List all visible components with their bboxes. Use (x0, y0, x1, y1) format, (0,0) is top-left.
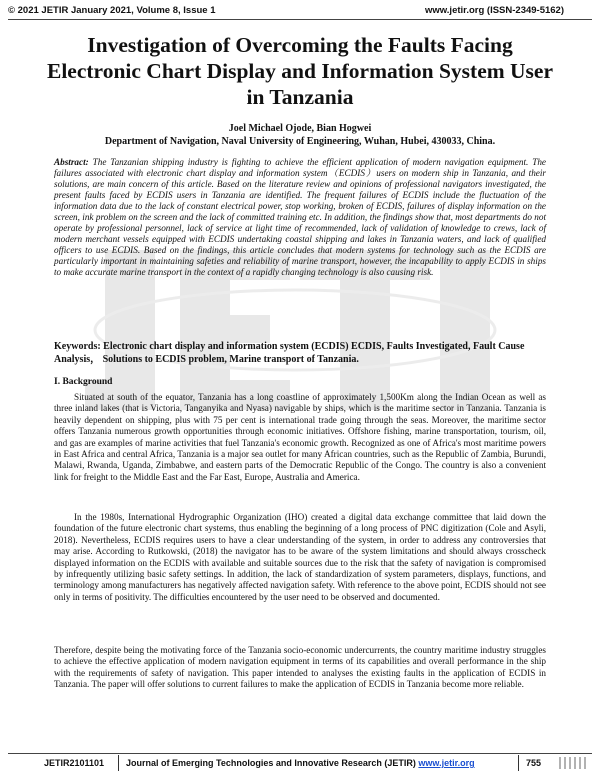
footer-separator (518, 755, 519, 771)
keywords: Keywords: Electronic chart display and information system (ECDIS) ECDIS, Faults Investigated, Fault Cause Analysis， Solutions to ECDIS problem, Marine transport of Tanzania. (54, 341, 525, 365)
abstract (54, 157, 546, 278)
body-paragraph: In the 1980s, International Hydrographic Organization (IHO) created a digital data exchange committee that laid down the foundation of the future electronic chart systems, thus enabling the beginning of a long process of PNC digitization (Cole and Asyli, 2018). Nevertheless, ECDIS requires users to have a clear understanding of the system, in order to address any controversies that may arise. According to Rutkowski, (2018) the navigator has to be aware of the system limitations and should always crosscheck displayed information on the ECDIS with available and suitable sources due to the risk that the safety of navigation is compromised by infrequently utilizing basic safety settings. In addition, the lack of standardization of system parameters, displays, functions, and terminology among manufacturers has negatively affected navigation safety. With reference to the above point, ECDIS should not see only in terms of positivity. The difficulties encountered by the user need to be observed and documented. (54, 512, 546, 602)
paper-affiliation: Department of Navigation, Naval University of Engineering, Wuhan, Hubei, 430033, China. (104, 136, 496, 147)
paper-title: Investigation of Overcoming the Faults Facing Electronic Chart Display and Information System User in Tanzania (46, 33, 554, 109)
footer-page-number: 755 (526, 758, 542, 768)
paper-authors: Joel Michael Ojode, Bian Hogwei (228, 123, 372, 134)
page-header (0, 0, 600, 22)
header-website: www.jetir.org (ISSN-2349-5162) (424, 5, 564, 16)
footer-journal-name: Journal of Emerging Technologies and Innovative Research (JETIR) (126, 758, 416, 768)
footer-paper-id: JETIR2101101 (44, 758, 105, 768)
footer-journal (126, 758, 475, 768)
footer-website-link[interactable]: www.jetir.org (418, 758, 475, 768)
abstract-text: The Tanzanian shipping industry is fighting to achieve the efficient application of modern navigation equipment. The failures associated with electronic chart display and information system（ECDIS）users on modern ship in Tanzania, and their solutions, are main concern of this article. Based on the literature review and opinions of professional navigators investigated, the present faults faced by ECDIS users in Tanzania are identified. The frequent failures of ECDIS include the fluctuation of the information data due to the lack of constant electrical power, stop working, broken of ECDIS, failures of display information on the screen, ink problem on the screen and the lack of committed training etc. In addition, the findings show that, most departments do not operate by professional personnel, lack of service at light time of recommended, lack of validation of knowledge to crews, lack of modern merchant vessels equipped with ECDIS undertaking coastal shipping and lakes in Tanzania waters, and lack of qualified officers to use ECDIS. Based on the findings, this article concludes that modern systems for technology such as the ECDIS are particularly important in maintaining safeties and reliability of marine transport, however, the incapability to apply ECDIS in ships to make accurate marine transport in the context of a rapidly changing technology is also causing risk. (54, 157, 546, 277)
page-footer (8, 755, 592, 773)
header-divider (8, 19, 592, 20)
footer-separator (118, 755, 119, 771)
section-heading-background: I. Background (54, 377, 113, 387)
abstract-label: Abstract: (54, 157, 89, 167)
body-paragraph: Situated at south of the equator, Tanzania has a long coastline of approximately 1,500Km along the Indian Ocean as well as three inland lakes (that is Victoria, Tanganyika and Nyasa) navigable by ships, which is the maritime sector in Tanzania. Tanzania is heavily dependent on shipping, plus with 75 per cent is international trade going through the seas. Moreover, the maritime sector offers Tanzania numerous growth opportunities through economic initiatives. Offshore fishing, marine transportation, tourism, oil, and gas are examples of marine activities that fuel Tanzania's economic growth. Recognized as one of Africa's most maritime powers in East Africa and central Africa, Tanzania is a major sea outlet for many African countries, such as the Republic of Zambia, Burundi, Malawi, Rwanda, Uganda, Zimbabwe, and eastern parts of the Democratic Republic of the Congo. The country is also a convenient link for freight to the Middle East and the Far East, Europe, Australia and America. (54, 392, 546, 482)
footer-divider (8, 753, 592, 754)
header-journal-info: © 2021 JETIR January 2021, Volume 8, Issue 1 (8, 5, 216, 16)
body-paragraph: Therefore, despite being the motivating force of the Tanzania socio-economic undercurrents, the country maritime industry struggles to achieve the effective application of modern navigation equipment in terms of its capabilities and overall performance in the ship with the requirements of safety of navigation. This paper intended to analyses the existing faults in the application of ECDIS in Tanzania. The paper will offer solutions to current failures to make the application of ECDIS in Tanzania become more reliable. (54, 645, 546, 690)
footer-decoration-icon (556, 755, 592, 771)
